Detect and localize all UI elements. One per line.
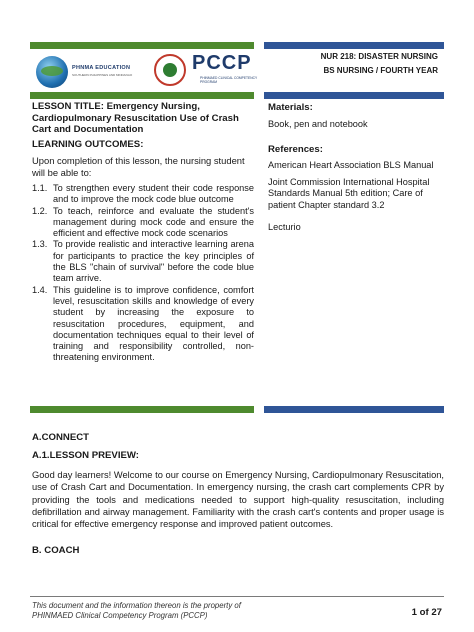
- footer-divider: [30, 596, 444, 597]
- page-number: 1 of 27: [411, 607, 442, 618]
- list-item: [32, 285, 254, 364]
- phnma-logo-subtext: SOUTHERN PHILIPPINES AND MINDANAO: [72, 73, 133, 77]
- pccp-logo-text: PCCP: [192, 52, 252, 74]
- references-heading: References:: [268, 144, 323, 155]
- header-bar-right-bottom: [264, 92, 444, 99]
- reference-item: American Heart Association BLS Manual: [268, 160, 434, 170]
- header-bar-right-top: [264, 42, 444, 49]
- course-code: NUR 218: DISASTER NURSING: [320, 52, 438, 61]
- outcome-number: 1.4.: [32, 284, 48, 295]
- materials-heading: Materials:: [268, 102, 313, 113]
- outcome-text: To strengthen every student their code response and to improve the mock code blue outcome: [53, 183, 254, 205]
- list-item: [32, 183, 254, 206]
- list-item: [32, 206, 254, 240]
- coach-heading: B. COACH: [32, 545, 80, 556]
- header-logos: [30, 52, 258, 94]
- header-bar-left-top: [30, 42, 254, 49]
- program-year: BS NURSING / FOURTH YEAR: [323, 66, 438, 75]
- list-item: [32, 239, 254, 284]
- learning-outcomes-list: [32, 183, 254, 364]
- outcome-number: 1.1.: [32, 183, 48, 193]
- footer-disclaimer-line: PHINMAED Clinical Competency Program (PCCP): [32, 610, 208, 620]
- footer-disclaimer: [32, 601, 241, 620]
- lesson-title: LESSON TITLE: Emergency Nursing, Cardiopulmonary Resuscitation Use of Crash Cart and Documentation: [32, 101, 239, 135]
- globe-icon: [36, 56, 68, 88]
- reference-item: Joint Commission International Hospital Standards Manual 5th edition; Care of patient Chapter standard 3.2: [268, 177, 430, 210]
- phnma-logo-text: PHNMA EDUCATION: [72, 65, 131, 71]
- materials-text: Book, pen and notebook: [268, 119, 368, 129]
- outcome-number: 1.2.: [32, 205, 48, 216]
- outcome-text: To provide realistic and interactive learning arena for participants to practice the key principles of the BLS "chain of survival" before the code blue team arrive.: [53, 239, 254, 284]
- connect-heading: A.CONNECT: [32, 432, 90, 443]
- learning-outcomes-intro: Upon completion of this lesson, the nursing student will be able to:: [32, 155, 245, 178]
- header-bar-left-bottom: [30, 92, 254, 99]
- outcome-text: To teach, reinforce and evaluate the student's management during mock code and ensure the efficient and effective mock code scenarios: [53, 205, 254, 239]
- lesson-preview-heading: A.1.LESSON PREVIEW:: [32, 450, 139, 461]
- outcome-text: This guideline is to improve confidence, comfort level, resuscitation skills and knowledge of every student by increasing the exposure to resuscitation procedures, equipment, and documentation techniques equal to their level of training and responsibility controlled, non-threatening environment.: [53, 284, 254, 363]
- pccp-logo-subtext: PHINMAED CLINICAL COMPETENCY PROGRAM: [200, 76, 258, 84]
- lesson-preview-text: Good day learners! Welcome to our course on Emergency Nursing, Cardiopulmonary Resuscitation, use of Crash Cart and Documentation. In emergency nursing, the crash cart complements CPR by providing the tools and medications needed to support high-quality resuscitation, including defibrillation and airway management. Familiarity with the crash cart's contents and proper usage is critical for effective emergency response and improved patient outcomes.: [32, 470, 444, 530]
- outcome-number: 1.3.: [32, 239, 48, 250]
- phnma-education-logo: [36, 56, 154, 90]
- learning-outcomes-heading: LEARNING OUTCOMES:: [32, 139, 144, 150]
- reference-item: Lecturio: [268, 222, 301, 232]
- section-bar-left: [30, 406, 254, 413]
- pccp-seal-icon: [154, 54, 186, 86]
- section-bar-right: [264, 406, 444, 413]
- footer-disclaimer-line: This document and the information thereon is the property of: [32, 601, 241, 610]
